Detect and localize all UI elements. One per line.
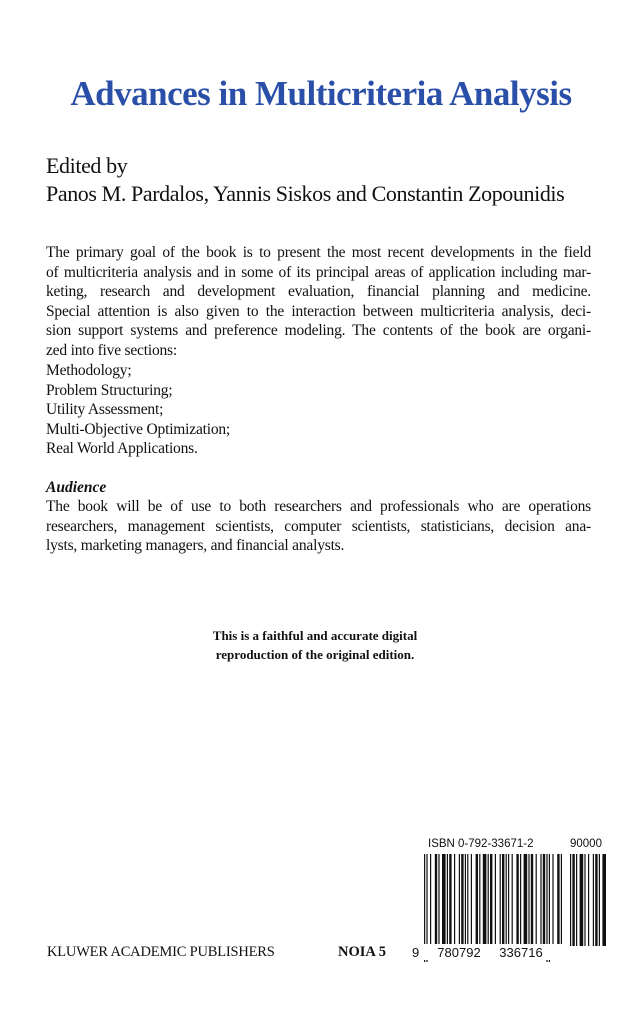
barcode-bar — [483, 854, 487, 946]
barcode-bar — [561, 854, 562, 946]
section-item: Utility Assessment; — [46, 401, 164, 419]
barcode-bar — [599, 854, 600, 946]
barcode-bar — [536, 854, 537, 946]
barcode-bar — [524, 854, 528, 946]
barcode-bar — [506, 854, 507, 946]
barcode-bar — [495, 854, 496, 946]
barcode-bar — [557, 854, 559, 946]
barcode-bar — [471, 854, 472, 946]
notice-line: This is a faithful and accurate digital — [212, 628, 418, 643]
barcode-bar — [602, 854, 606, 946]
barcode-digits — [412, 944, 562, 960]
barcode-bar — [543, 854, 545, 946]
barcode-bar — [479, 854, 480, 946]
audience-text — [46, 497, 591, 556]
barcode-bar — [488, 854, 489, 946]
barcode-bar — [490, 854, 492, 946]
barcode-bar — [476, 854, 478, 946]
edited-by-label: Edited by — [46, 153, 128, 178]
series-code: NOIA 5 — [338, 944, 386, 960]
notice-line: reproduction of the original edition. — [215, 647, 415, 662]
audience-line: lysts, marketing managers, and financial analysts. — [46, 537, 345, 555]
description-line: The primary goal of the book is to present the most recent developments in the field — [46, 244, 591, 261]
section-item: Real World Applications. — [46, 440, 198, 458]
section-item: Problem Structuring; — [46, 381, 173, 399]
price-code: 90000 — [570, 838, 602, 850]
barcode-bar — [593, 854, 594, 946]
description-line: sion support systems and preference modeling. The contents of the book are organi- — [46, 322, 591, 340]
sections-list — [46, 361, 230, 459]
editors-block — [46, 152, 564, 208]
isbn-label: ISBN 0-792-33671-2 — [428, 838, 534, 850]
barcode-bar — [467, 854, 468, 946]
barcode-bar — [502, 854, 504, 946]
barcode-bar — [449, 854, 451, 946]
barcode-bar — [465, 854, 466, 946]
section-item: Multi-Objective Optimization; — [46, 420, 231, 438]
audience-heading: Audience — [46, 479, 107, 496]
barcode-first-digit: 9 — [412, 945, 420, 960]
reproduction-notice — [0, 626, 630, 664]
barcode-bar — [570, 854, 571, 946]
barcode-bar — [576, 854, 577, 946]
barcode-bar — [500, 854, 501, 946]
publisher-name: KLUWER ACADEMIC PUBLISHERS — [47, 944, 275, 960]
description-line: keting, research and development evaluation, financial planning and medicine. — [46, 283, 591, 301]
barcode-bar — [430, 854, 431, 946]
barcode-bar — [588, 854, 589, 946]
barcode-bar — [528, 854, 529, 946]
barcode-bar — [459, 854, 460, 946]
description-line: zed into five sections: — [46, 341, 177, 359]
price-addon-barcode — [570, 854, 606, 962]
barcode-bar — [461, 854, 463, 946]
barcode-bar — [442, 854, 446, 946]
barcode-bar — [447, 854, 448, 946]
barcode-bar — [438, 854, 439, 946]
barcode-bar — [595, 854, 597, 946]
barcode-bar — [454, 854, 455, 946]
barcode-bar — [508, 854, 509, 946]
barcode-bar — [531, 854, 533, 946]
book-description — [46, 243, 591, 361]
barcode-bar — [584, 854, 585, 946]
audience-line: The book will be of use to both researchers and professionals who are operations — [46, 498, 591, 515]
section-item: Methodology; — [46, 362, 132, 379]
barcode-bar — [580, 854, 584, 946]
barcode-bar — [512, 854, 513, 946]
barcode-bar — [435, 854, 437, 946]
description-line: of multicriteria analysis and in some of its principal areas of application including mar- — [46, 263, 591, 281]
barcode-bar — [516, 854, 518, 946]
barcode-right-group: 336716 — [499, 945, 543, 960]
book-title: Advances in Multicriteria Analysis — [70, 74, 572, 113]
barcode-bar — [520, 854, 521, 946]
editor-names: Panos M. Pardalos, Yannis Siskos and Constantin Zopounidis — [46, 181, 565, 206]
barcode-left-group: 780792 — [437, 945, 481, 960]
barcode-bar — [540, 854, 541, 946]
description-line: Special attention is also given to the interaction between multicriteria analysis, deci- — [46, 302, 591, 320]
audience-line: researchers, management scientists, computer scientists, statisticians, decision ana- — [46, 517, 591, 535]
barcode-bar — [572, 854, 574, 946]
barcode-bar — [552, 854, 553, 946]
